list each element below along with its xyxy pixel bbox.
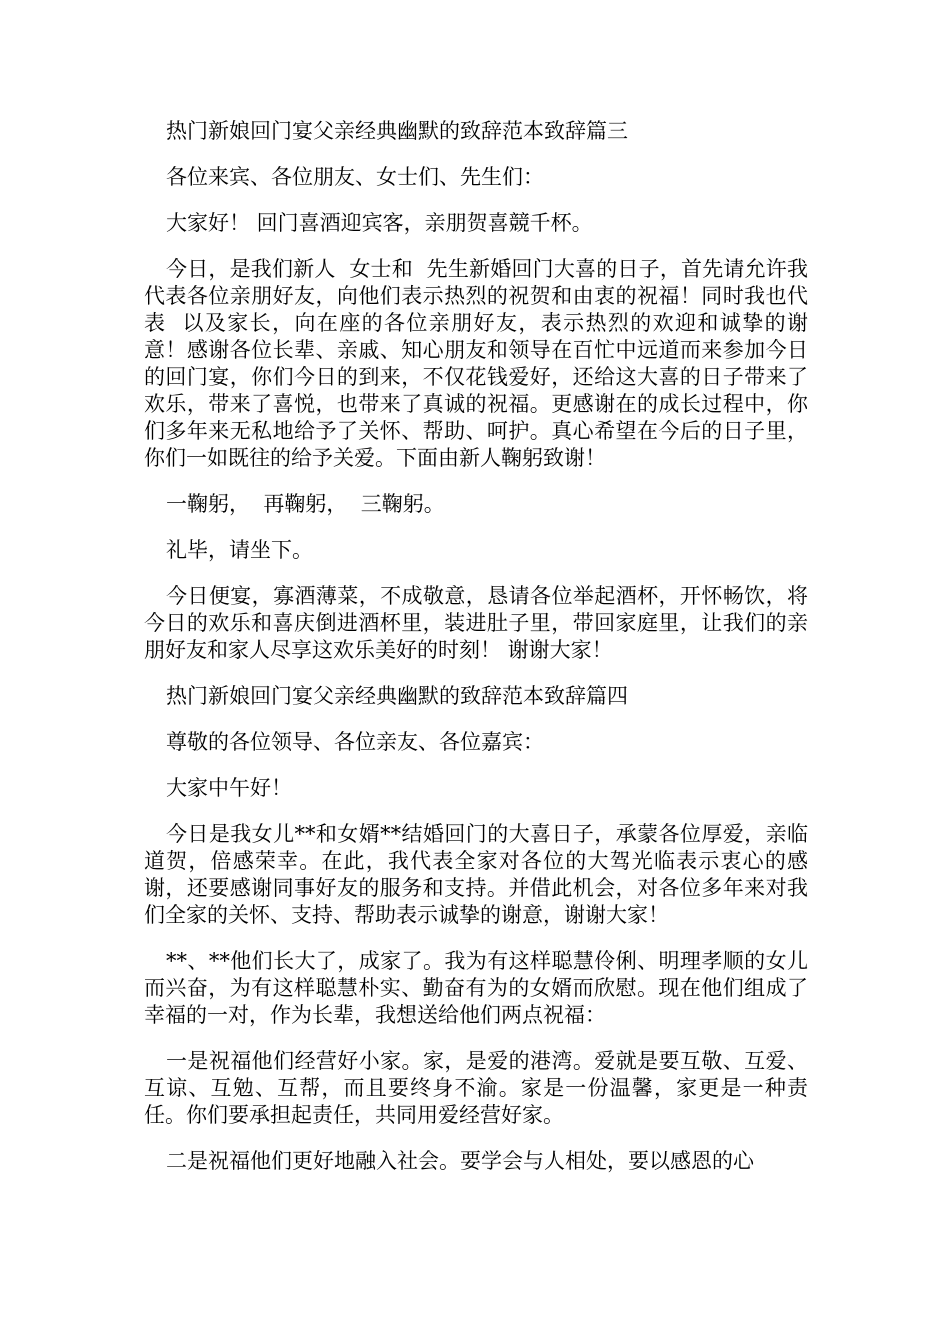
section-heading: 热门新娘回门宴父亲经典幽默的致辞范本致辞篇四 — [166, 684, 628, 708]
salutation: 各位来宾、各位朋友、女士们、先生们： — [166, 165, 544, 189]
paragraph: 今日是我女儿**和女婿**结婚回门的大喜日子，承蒙各位厚爱，亲临道贺，倍感荣幸。在此，我代表全家对各位的大驾光临表示衷心的感谢，还要感谢同事好友的服务和支持。并借此机会，对各位多年来对我们全家的关怀、支持、帮助表示诚挚的谢意，谢谢大家！ — [144, 822, 808, 927]
greeting: 大家中午好！ — [166, 776, 292, 800]
paragraph: 今日，是我们新人 女士和 先生新婚回门大喜的日子，首先请允许我代表各位亲朋好友，向他们表示热烈的祝贺和由衷的祝福！同时我也代表 以及家长，向在座的各位亲朋好友，表示热烈的欢迎和诚挚的谢意！感谢各位长辈、亲戚、知心朋友和领导在百忙中远道而来参加今日的回门宴，你们今日的到来，不仅花钱爱好，还给这大喜的日子带来了欢乐，带来了喜悦，也带来了真诚的祝福。更感谢在的成长过程中，你们多年来无私地给予了关怀、帮助、呵护。真心希望在今后的日子里，你们一如既往的给予关爱。下面由新人鞠躬致谢！ — [144, 257, 808, 470]
paragraph: **、**他们长大了，成家了。我为有这样聪慧伶俐、明理孝顺的女儿而兴奋，为有这样聪慧朴实、勤奋有为的女婿而欣慰。现在他们组成了幸福的一对，作为长辈，我想送给他们两点祝福： — [144, 949, 808, 1027]
paragraph: 礼毕，请坐下。 — [166, 538, 313, 562]
paragraph: 今日便宴，寡酒薄菜，不成敬意，恳请各位举起酒杯，开怀畅饮，将今日的欢乐和喜庆倒进酒杯里，装进肚子里，带回家庭里，让我们的亲朋好友和家人尽享这欢乐美好的时刻！ 谢谢大家！ — [144, 584, 808, 662]
paragraph: 二是祝福他们更好地融入社会。要学会与人相处，要以感恩的心 — [166, 1149, 754, 1173]
document-body — [144, 118, 808, 1194]
paragraph: 一是祝福他们经营好小家。家，是爱的港湾。爱就是要互敬、互爱、互谅、互勉、互帮，而且要终身不渝。家是一份温馨，家更是一种责任。你们要承担起责任，共同用爱经营好家。 — [144, 1049, 808, 1127]
paragraph: 一鞠躬， 再鞠躬， 三鞠躬。 — [166, 492, 445, 516]
greeting: 大家好！ 回门喜酒迎宾客，亲朋贺喜競千杯。 — [166, 211, 593, 235]
section-heading: 热门新娘回门宴父亲经典幽默的致辞范本致辞篇三 — [166, 119, 628, 143]
salutation: 尊敬的各位领导、各位亲友、各位嘉宾： — [166, 730, 544, 754]
